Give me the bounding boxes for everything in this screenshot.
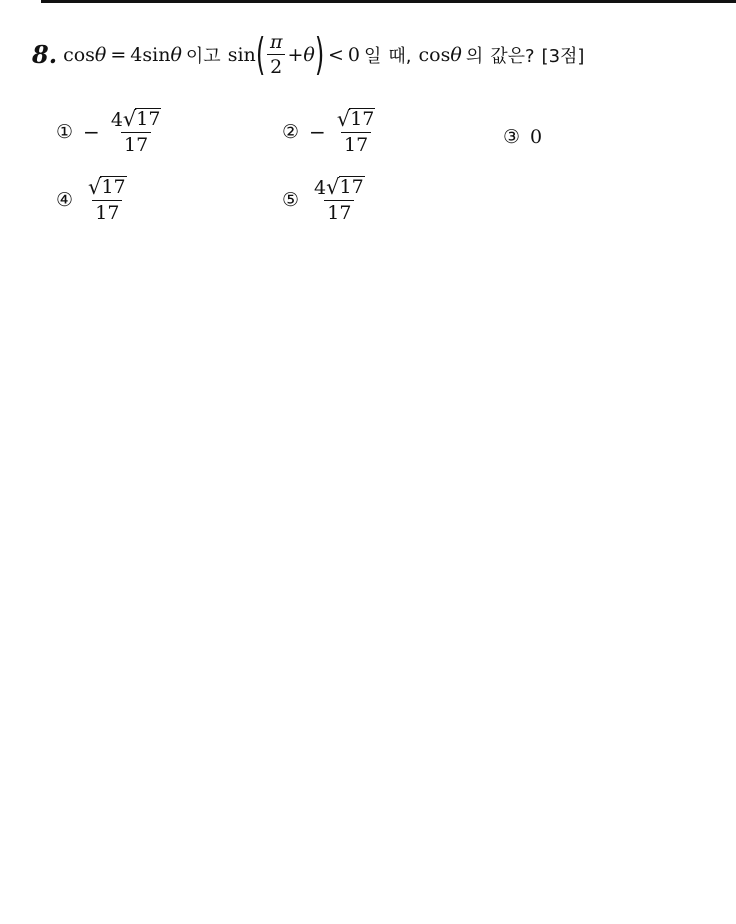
answer-choice-3[interactable] [503,126,542,148]
choice-fraction [85,176,130,224]
zero-value: 0 [347,43,360,66]
square-root: √ 17 [326,174,364,199]
choice-marker: ② [282,120,300,143]
radicand: 17 [101,176,126,198]
fraction-numerator: π [269,31,283,53]
korean-value-question: 값은? [490,45,535,67]
fraction-denominator: 17 [324,200,354,224]
coefficient: 4 [130,43,143,66]
square-root: √ 17 [122,106,161,131]
answer-choice-2[interactable] [282,108,380,156]
fraction-numerator [334,108,379,132]
theta-symbol: θ [170,43,182,66]
korean-word-when: 때, [388,45,412,67]
numerator-coefficient: 4 [314,176,327,199]
radicand: 17 [350,108,375,130]
left-paren: ( [255,28,266,80]
points-label: [3점] [541,45,585,67]
choice-marker: ⑤ [282,188,300,211]
choice-fraction [334,108,379,156]
radicand: 17 [339,176,364,198]
fraction-numerator [85,176,130,200]
answer-choice-1[interactable] [56,108,166,156]
choice-marker: ④ [56,188,74,211]
theta-symbol: θ [303,43,315,66]
answer-choice-4[interactable] [56,176,132,224]
cos-func: cos [63,43,95,66]
question-number: 8. [32,40,58,70]
less-than-sign: < [327,43,344,66]
pi-over-two-fraction [267,32,286,78]
minus-sign: − [83,119,100,144]
choice-fraction [108,108,165,156]
sin-func: sin [227,43,256,66]
theta-symbol: θ [94,43,107,66]
numerator-coefficient: 4 [110,108,123,131]
minus-sign: − [309,119,326,144]
korean-particle-when: 일 [364,45,382,67]
fraction-numerator [311,176,368,200]
square-root: √ 17 [336,106,375,131]
fraction-denominator: 17 [92,200,122,224]
korean-possessive: 의 [465,45,484,67]
plus-sign: + [287,43,304,66]
choice-fraction [311,176,368,224]
answer-choice-5[interactable] [282,176,370,224]
square-root: √ 17 [88,174,126,199]
right-paren: ) [314,28,325,80]
fraction-denominator: 2 [267,54,285,78]
fraction-numerator [108,108,165,132]
theta-symbol: θ [450,43,462,66]
sin-func: sin [142,43,171,66]
radicand: 17 [136,108,161,130]
choice-marker: ③ [503,126,521,148]
question-stem [32,28,585,80]
choice-marker: ① [56,120,74,143]
cos-func: cos [418,43,451,66]
korean-connector-and: 이고 [185,45,221,67]
top-rule [41,0,736,3]
choice-value: 0 [530,126,543,148]
fraction-denominator: 17 [121,132,151,156]
fraction-denominator: 17 [341,132,371,156]
equals-sign: = [110,43,127,66]
